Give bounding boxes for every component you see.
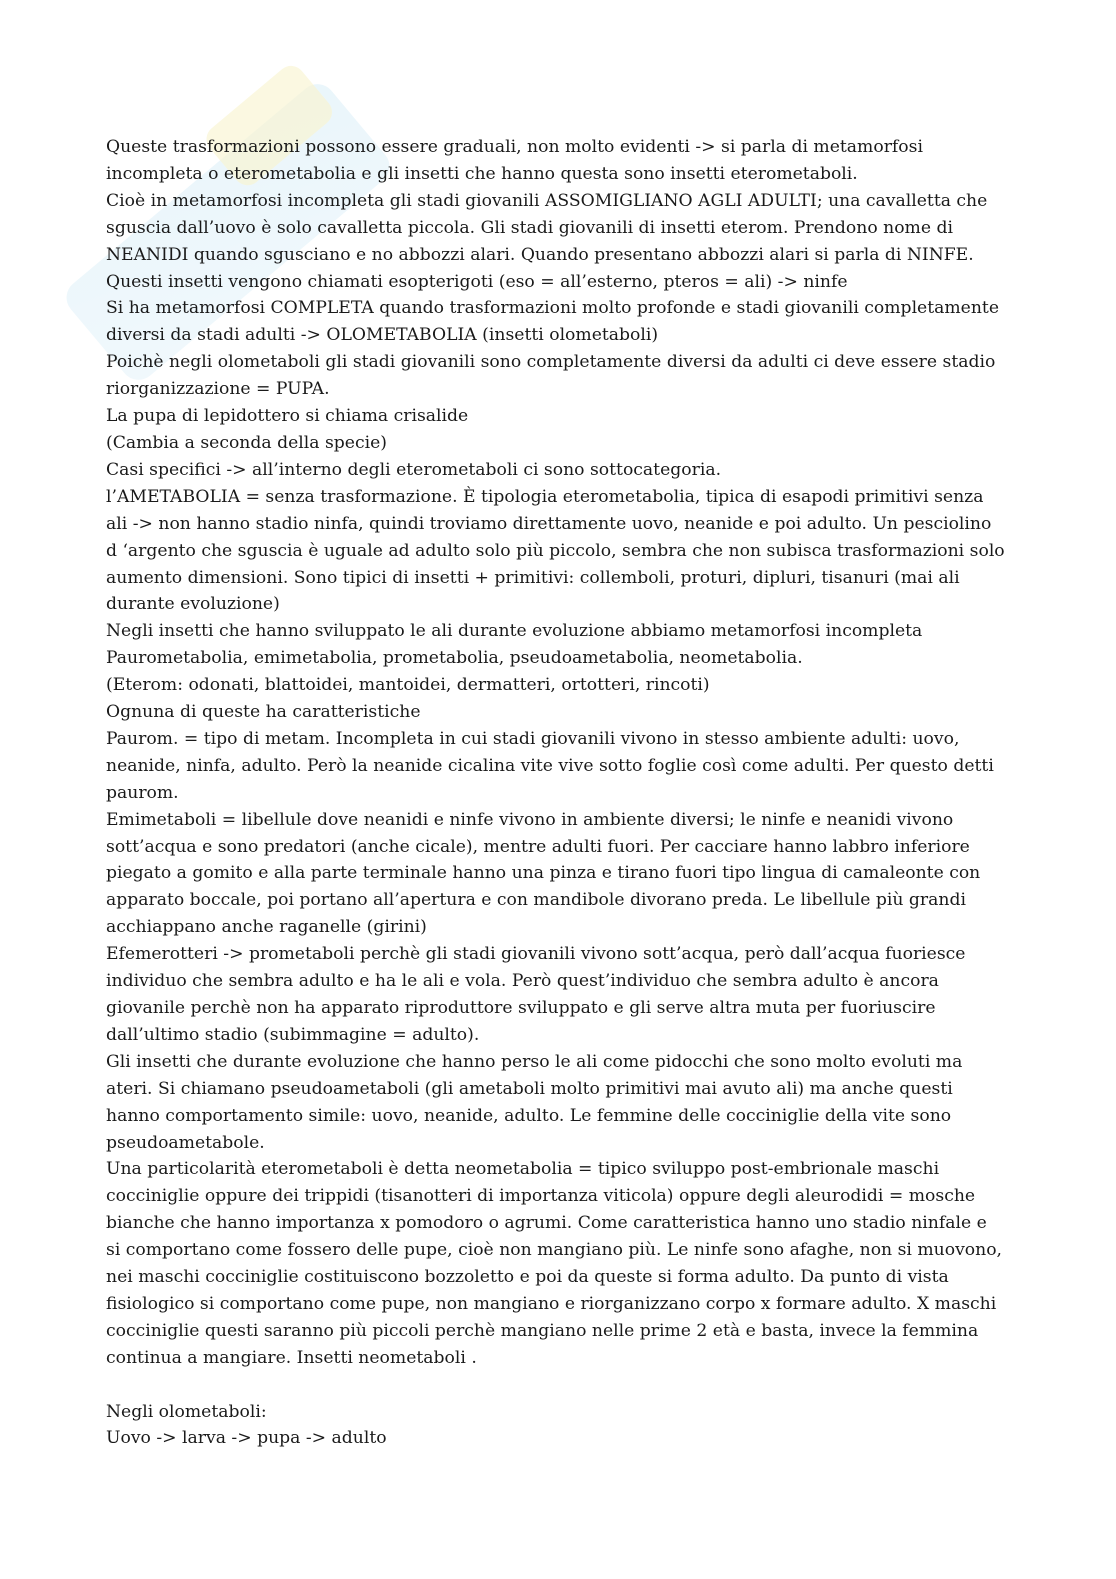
paragraph: Una particolarità eterometaboli è detta neometabolia = tipico sviluppo post-embrionale maschi cocciniglie oppure dei trippidi (tisanotteri di importanza viticola) oppure degli aleurodidi = mosche bianche che hanno importanza x pomodoro o agrumi. Come caratteristica hanno uno stadio ninfale e si comportano come fossero delle pupe, cioè non mangiano più. Le ninfe sono afaghe, non si muovono, nei maschi cocciniglie costituiscono bozzoletto e poi da queste si forma adulto. Da punto di vista fisiologico si comportano come pupe, non mangiano e riorganizzano corpo x formare adulto. X maschi cocciniglie questi saranno più piccoli perchè mangiano nelle prime 2 età e basta, invece la femmina continua a mangiare. Insetti neometaboli . — [106, 1159, 1003, 1368]
development-sequence: Uovo -> larva -> pupa -> adulto — [106, 1428, 387, 1449]
paragraph: l’AMETABOLIA = senza trasformazione. È tipologia eterometabolia, tipica di esapodi primitivi senza ali -> non hanno stadio ninfa, quindi troviamo direttamente uovo, neanide e poi adulto. Un pesciolino d ‘argento che sguscia è uguale ad adulto solo più piccolo, sembra che non subisca trasformazioni solo aumento dimensioni. Sono tipici di insetti + primitivi: collemboli, proturi, dipluri, tisanuri (mai ali durante evoluzione) — [106, 486, 1005, 615]
blank-line — [106, 1372, 1006, 1399]
paragraph: Casi specifici -> all’interno degli eterometaboli ci sono sottocategoria. — [106, 459, 722, 480]
paragraph: La pupa di lepidottero si chiama crisalide — [106, 406, 469, 427]
paragraph: Cioè in metamorfosi incompleta gli stadi giovanili ASSOMIGLIANO AGLI ADULTI; una cavalletta che sguscia dall’uovo è solo cavalletta piccola. Gli stadi giovanili di insetti eterom. Prendono nome di NEANIDI quando sgusciano e no abbozzi alari. Quando presentano abbozzi alari si parla di NINFE. — [106, 190, 988, 265]
paragraph: (Cambia a seconda della specie) — [106, 432, 387, 453]
paragraph: Efemerotteri -> prometaboli perchè gli stadi giovanili vivono sott’acqua, però dall’acqua fuoriesce individuo che sembra adulto e ha le ali e vola. Però quest’individuo che sembra adulto è ancora giovanile perchè non ha apparato riproduttore sviluppato e gli serve altra muta per fuoriuscire dall’ultimo stadio (subimmagine = adulto). — [106, 944, 966, 1045]
closing-heading: Negli olometaboli: — [106, 1401, 267, 1422]
notes-body — [106, 134, 1006, 1452]
paragraph: Gli insetti che durante evoluzione che hanno perso le ali come pidocchi che sono molto evoluti ma ateri. Si chiamano pseudoametaboli (gli ametaboli molto primitivi mai avuto ali) ma anche questi hanno comportamento simile: uovo, neanide, adulto. Le femmine delle cocciniglie della vite sono pseudoametabole. — [106, 1051, 963, 1153]
paragraph: Queste trasformazioni possono essere graduali, non molto evidenti -> si parla di metamorfosi incompleta o eterometabolia e gli insetti che hanno questa sono insetti eterometaboli. — [106, 137, 923, 184]
paragraph: Paurom. = tipo di metam. Incompleta in cui stadi giovanili vivono in stesso ambiente adulti: uovo, neanide, ninfa, adulto. Però la neanide cicalina vite vive sotto foglie così come adulti. Per questo detti paurom. — [106, 728, 994, 803]
paragraph: Paurometabolia, emimetabolia, prometabolia, pseudoametabolia, neometabolia. — [106, 648, 803, 669]
paragraph: Questi insetti vengono chiamati esopterigoti (eso = all’esterno, pteros = ali) -> ninfe — [106, 271, 848, 292]
paragraph: Poichè negli olometaboli gli stadi giovanili sono completamente diversi da adulti ci deve essere stadio riorganizzazione = PUPA. — [106, 352, 996, 400]
paragraph: Ognuna di queste ha caratteristiche — [106, 702, 421, 723]
paragraph: Si ha metamorfosi COMPLETA quando trasformazioni molto profonde e stadi giovanili completamente diversi da stadi adulti -> OLOMETABOLIA (insetti olometaboli) — [106, 298, 1000, 346]
paragraph: (Eterom: odonati, blattoidei, mantoidei, dermatteri, ortotteri, rincoti) — [106, 675, 710, 696]
paragraph: Negli insetti che hanno sviluppato le ali durante evoluzione abbiamo metamorfosi incompleta — [106, 621, 923, 642]
paragraph: Emimetaboli = libellule dove neanidi e ninfe vivono in ambiente diversi; le ninfe e neanidi vivono sott’acqua e sono predatori (anche cicale), mentre adulti fuori. Per cacciare hanno labbro inferiore piegato a gomito e alla parte terminale hanno una pinza e tirano fuori tipo lingua di camaleonte con apparato boccale, poi portano all’apertura e con mandibole divorano preda. Le libellule più grandi acchiappano anche raganelle (girini) — [106, 809, 981, 938]
